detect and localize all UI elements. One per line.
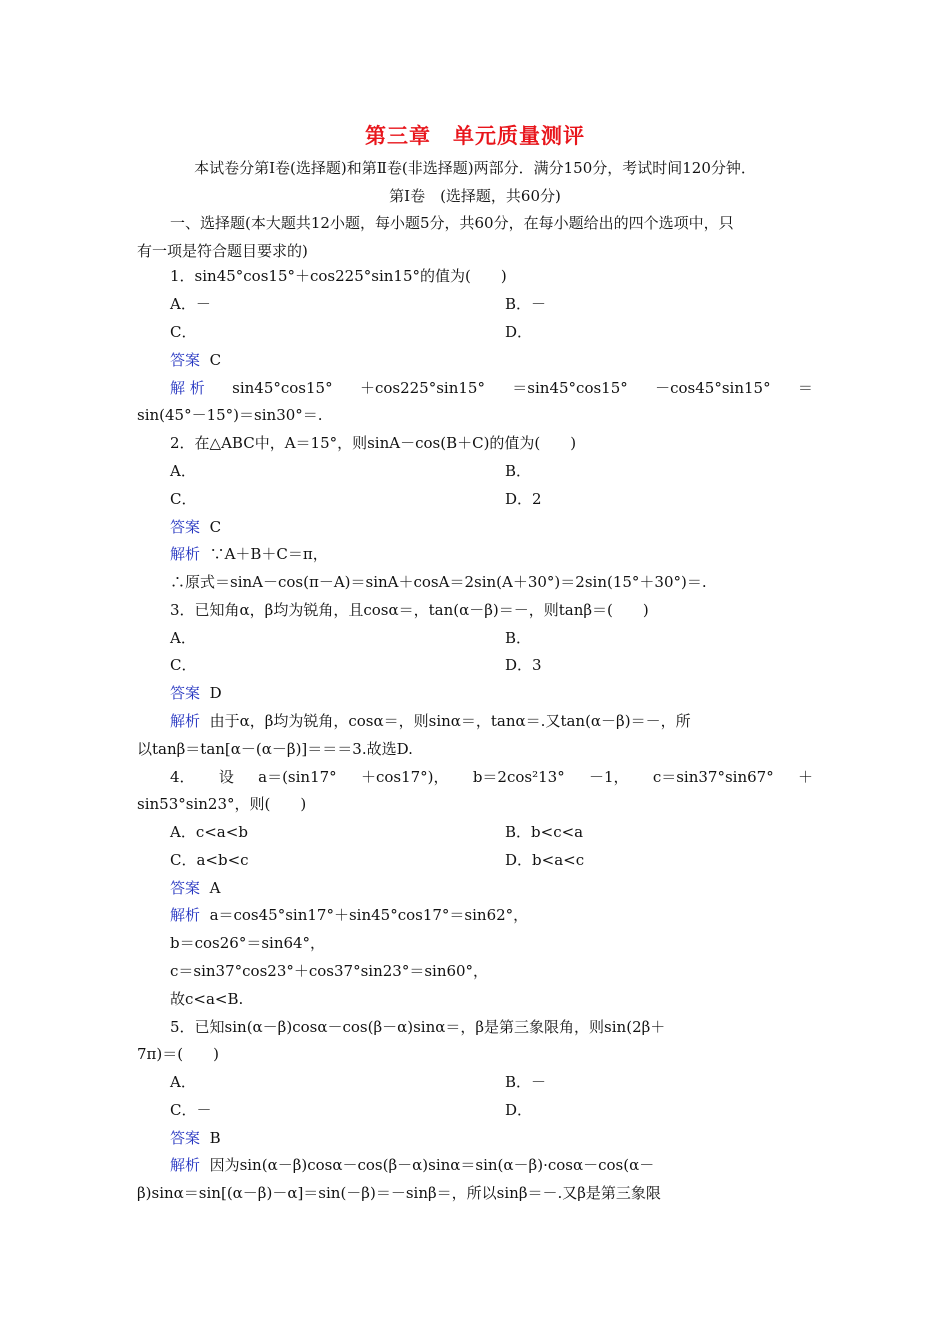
q2-option-d: D．2 [505, 490, 542, 508]
q5-option-b: B．－ [505, 1073, 547, 1091]
q3-option-c: C． [170, 656, 197, 674]
q3-option-a: A． [170, 629, 196, 647]
q5-option-c: C．－ [170, 1101, 212, 1119]
stem-segment: 4． [170, 768, 195, 786]
q3-analysis-line2: 以tanβ＝tan[α－(α－β)]＝＝＝3.故选D. [137, 740, 413, 758]
q2-analysis-line2: ∴原式＝sinA－cos(π－A)＝sinA＋cosA＝2sin(A＋30°)＝2sin(15°＋30°)＝. [170, 573, 707, 591]
q1-analysis-line1 [170, 378, 813, 398]
answer-label: 答案 [170, 518, 201, 536]
q4-option-a: A．c<a<b [170, 823, 248, 841]
q3-analysis-line1 [170, 711, 691, 731]
q3-option-b: B． [505, 629, 532, 647]
q3-stem: 3．已知角α，β均为锐角，且cosα＝，tan(α－β)＝－，则tanβ＝( ) [170, 601, 649, 619]
q1-analysis-line2: sin(45°－15°)＝sin30°＝. [137, 406, 323, 424]
q2-option-a: A． [170, 462, 196, 480]
q3-answer [170, 683, 222, 703]
q5-option-d: D． [505, 1101, 533, 1119]
q3-option-d: D．3 [505, 656, 542, 674]
answer-value: C [209, 351, 222, 369]
answer-label: 答案 [170, 351, 201, 369]
q2-answer [170, 517, 221, 537]
q1-option-b: B．－ [505, 295, 547, 313]
q4-option-d: D．b<a<c [505, 851, 585, 869]
q1-option-a: A．－ [170, 295, 211, 313]
exam-intro: 本试卷分第Ⅰ卷(选择题)和第Ⅱ卷(非选择题)两部分．满分150分，考试时间120分钟． [194, 159, 756, 177]
q4-analysis-line2: b＝cos26°＝sin64°， [170, 934, 326, 952]
q2-option-c: C． [170, 490, 197, 508]
analysis-segment: ＝sin45°cos15° [512, 379, 628, 397]
stem-segment: ＋ [797, 768, 813, 786]
analysis-label: 解析 [170, 1156, 201, 1174]
q5-analysis-line2: β)sinα＝sin[(α－β)－α]＝sin(－β)＝－sinβ＝，所以sinβ＝－.又β是第三象限 [137, 1184, 661, 1202]
q5-answer [170, 1128, 221, 1148]
stem-segment: －1， [588, 768, 629, 786]
part1-heading: 第Ⅰ卷 (选择题，共60分) [389, 187, 561, 205]
q2-option-b: B． [505, 462, 532, 480]
stem-segment: ＋cos17°)， [360, 768, 449, 786]
answer-value: C [209, 518, 222, 536]
q4-analysis-line1 [170, 905, 528, 925]
q2-analysis-line1 [170, 544, 328, 564]
q4-option-b: B．b<c<a [505, 823, 584, 841]
q5-stem-line1: 5．已知sin(α－β)cosα－cos(β－α)sinα＝，β是第三象限角，则sin(2β＋ [170, 1018, 666, 1036]
answer-label: 答案 [170, 879, 201, 897]
analysis-label: 解析 [170, 712, 201, 730]
q1-option-d: D． [505, 323, 533, 341]
section-heading-line2: 有一项是符合题目要求的) [137, 242, 308, 260]
q1-answer [170, 350, 221, 370]
stem-segment: c＝sin37°sin67° [652, 768, 774, 786]
q2-stem: 2．在△ABC中，A＝15°，则sinA－cos(B＋C)的值为( ) [170, 434, 577, 452]
answer-value: B [209, 1129, 221, 1147]
q5-option-a: A． [170, 1073, 196, 1091]
analysis-label: 解 析 [170, 379, 205, 397]
analysis-text: ∵A＋B＋C＝π， [209, 545, 328, 563]
answer-value: D [209, 684, 222, 702]
q1-stem: 1．sin45°cos15°＋cos225°sin15°的值为( ) [170, 267, 507, 285]
analysis-label: 解析 [170, 906, 201, 924]
stem-segment: b＝2cos²13° [472, 768, 565, 786]
analysis-segment: －cos45°sin15° [655, 379, 771, 397]
q4-stem-line2: sin53°sin23°，则( ) [137, 795, 307, 813]
analysis-segment: ＋cos225°sin15° [359, 379, 485, 397]
analysis-label: 解析 [170, 545, 201, 563]
q5-analysis-line1 [170, 1155, 654, 1175]
answer-label: 答案 [170, 1129, 201, 1147]
q1-option-c: C． [170, 323, 197, 341]
stem-segment: 设 [218, 768, 234, 786]
stem-segment: a＝(sin17° [258, 768, 337, 786]
answer-value: A [209, 879, 221, 897]
analysis-text: 由于α，β均为锐角，cosα＝，则sinα＝，tanα＝.又tan(α－β)＝－，所 [209, 712, 691, 730]
q4-answer [170, 878, 220, 898]
section-heading-line1: 一、选择题(本大题共12小题，每小题5分，共60分，在每小题给出的四个选项中，只 [170, 214, 734, 232]
analysis-text: 因为sin(α－β)cosα－cos(β－α)sinα＝sin(α－β)·cosα－cos(α－ [209, 1156, 655, 1174]
answer-label: 答案 [170, 684, 201, 702]
q4-stem-line1 [170, 767, 813, 787]
analysis-text: a＝cos45°sin17°＋sin45°cos17°＝sin62°， [209, 906, 529, 924]
q4-analysis-line4: 故c<a<B. [170, 990, 244, 1008]
q4-analysis-line3: c＝sin37°cos23°＋cos37°sin23°＝sin60°， [170, 962, 489, 980]
page-title: 第三章 单元质量测评 [365, 124, 585, 148]
analysis-segment: sin45°cos15° [232, 379, 333, 397]
analysis-segment: ＝ [797, 379, 813, 397]
q4-option-c: C．a<b<c [170, 851, 249, 869]
q5-stem-line2: 7π)＝( ) [137, 1045, 219, 1063]
